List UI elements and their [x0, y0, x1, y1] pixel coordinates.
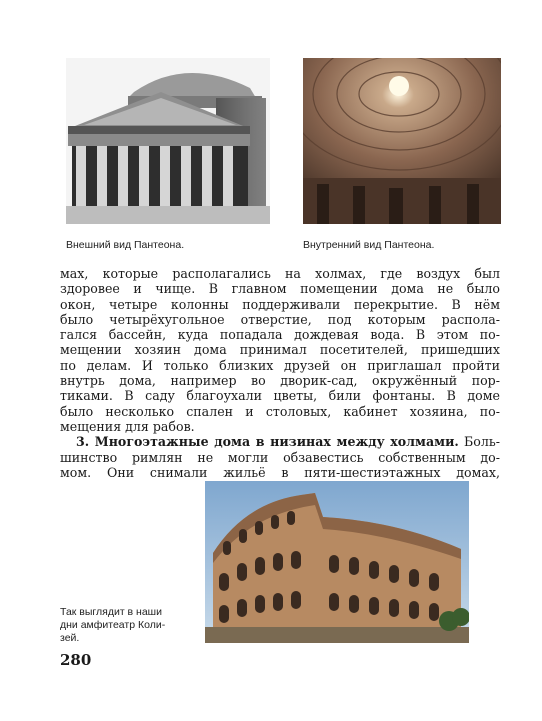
text-line: мещения для рабов. [60, 418, 195, 434]
section-line [60, 434, 500, 449]
text-line: по делам. И только близких друзей он приглашал пройти [60, 357, 500, 373]
pantheon-exterior-photo [66, 58, 270, 224]
text-line: окон, четыре колонны поддерживали перекрытие. В нём [60, 296, 500, 312]
section-heading-tail: Боль- [458, 434, 500, 450]
pantheon-interior-caption: Внутренний вид Пантеона. [303, 239, 435, 251]
text-line: мах, которые располагались на холмах, где воздух был [60, 266, 500, 281]
pantheon-interior-photo [303, 58, 501, 224]
text-line: было несколько спален и столовых, кабинет хозяина, по- [60, 403, 500, 419]
caption-line: дни амфитеатр Коли- [60, 619, 166, 631]
body-text [60, 266, 500, 480]
section-heading: 3. Многоэтажные дома в низинах между холмами. [76, 434, 459, 450]
colosseum-caption [60, 606, 200, 645]
colosseum-photo [205, 481, 469, 643]
text-line: было четырёхугольное отверстие, под которым распола- [60, 311, 500, 327]
pantheon-exterior-caption: Внешний вид Пантеона. [66, 239, 185, 251]
page-number: 280 [60, 651, 92, 669]
text-line: гался бассейн, куда попадала дождевая вода. В этом по- [60, 327, 500, 343]
text-line: мещении хозяин дома принимал посетителей, пришедших [60, 342, 500, 358]
text-line: мом. Они снимали жильё в пяти-шестиэтажных домах, [60, 464, 500, 480]
text-line: внутрь дома, например во дворик-сад, окружённый пор- [60, 373, 500, 389]
text-line: здоровее и чище. В главном помещении дома не было [60, 281, 500, 297]
caption-line: зей. [60, 632, 80, 644]
text-line: шинство римлян не могли обзавестись собственным до- [60, 449, 500, 465]
caption-line: Так выглядит в наши [60, 606, 162, 618]
text-line: тиками. В саду благоухали цветы, били фонтаны. В доме [60, 388, 500, 404]
